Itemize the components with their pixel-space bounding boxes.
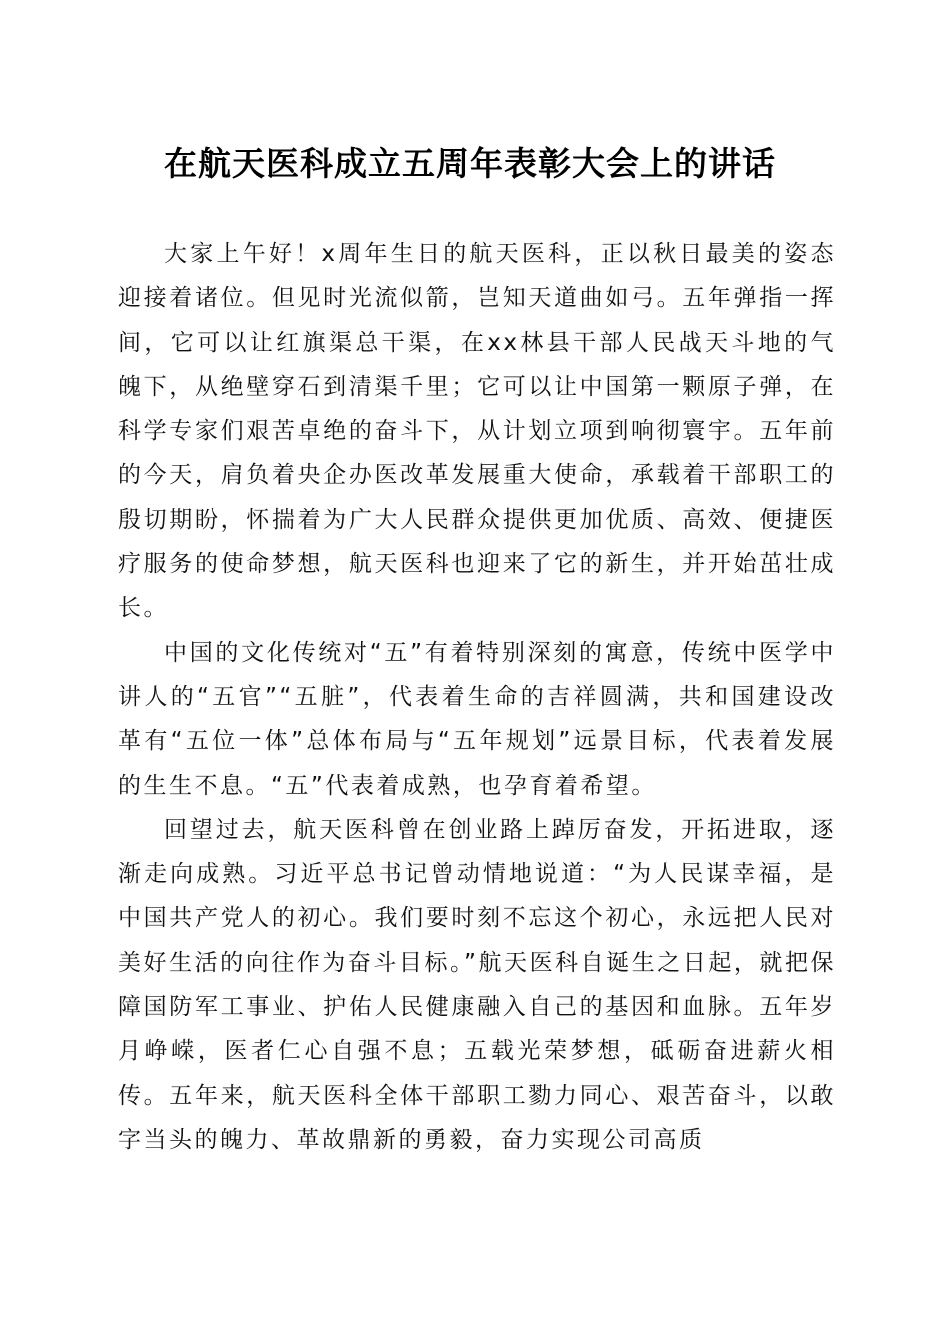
paragraph: 中国的文化传统对“五”有着特别深刻的寓意，传统中医学中讲人的“五官”“五脏”，代表着生命的吉祥圆满，共和国建设改革有“五位一体”总体布局与“五年规划”远景目标，代表着发展的生生不息。“五”代表着成熟，也孕育着希望。 xyxy=(118,639,836,799)
paragraph: 大家上午好！x周年生日的航天医科，正以秋日最美的姿态迎接着诸位。但见时光流似箭，岂知天道曲如弓。五年弹指一挥间，它可以让红旗渠总干渠，在xx林县干部人民战天斗地的气魄下，从绝壁穿石到清渠千里；它可以让中国第一颗原子弹，在科学专家们艰苦卓绝的奋斗下，从计划立项到响彻寰宇。五年前的今天，肩负着央企办医改革发展重大使命，承载着干部职工的殷切期盼，怀揣着为广大人民群众提供更加优质、高效、便捷医疗服务的使命梦想，航天医科也迎来了它的新生，并开始茁壮成长。 xyxy=(118,241,836,622)
document-body xyxy=(118,232,836,1162)
document-title: 在航天医科成立五周年表彰大会上的讲话 xyxy=(164,144,776,183)
paragraph: 回望过去，航天医科曾在创业路上踔厉奋发，开拓进取，逐渐走向成熟。习近平总书记曾动情地说道：“为人民谋幸福，是中国共产党人的初心。我们要时刻不忘这个初心，永远把人民对美好生活的向往作为奋斗目标。”航天医科自诞生之日起，就把保障国防军工事业、护佑人民健康融入自己的基因和血脉。五年岁月峥嵘，医者仁心自强不息；五载光荣梦想，砥砺奋进薪火相传。五年来，航天医科全体干部职工勠力同心、艰苦奋斗，以敢字当头的魄力、革故鼎新的勇毅，奋力实现公司高质 xyxy=(118,816,836,1153)
